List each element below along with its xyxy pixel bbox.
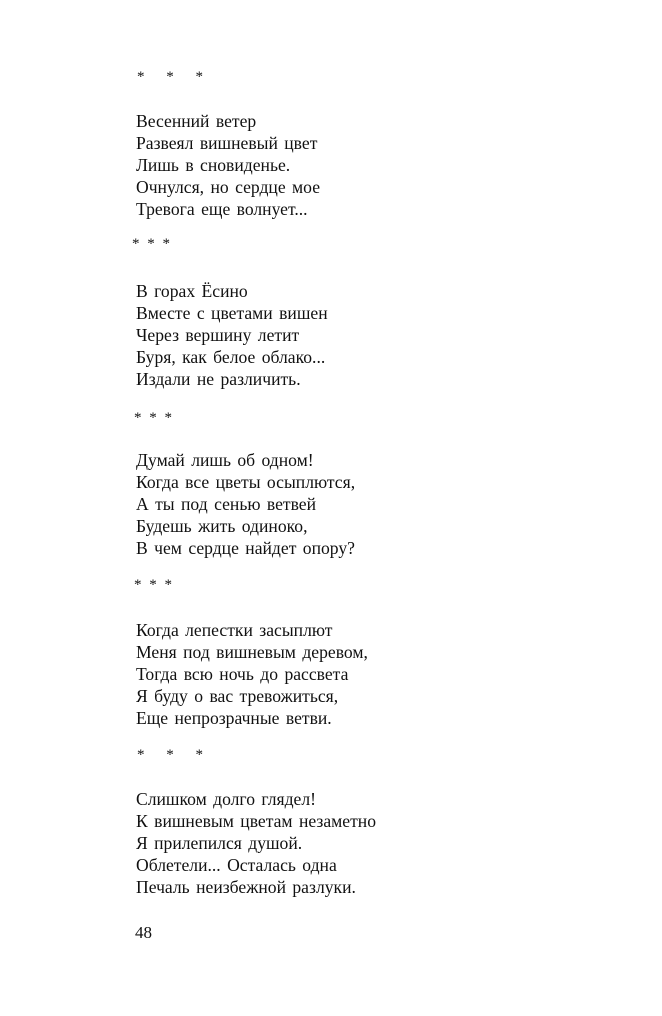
page-number: 48 [135, 923, 152, 942]
poem-line: Меня под вишневым деревом, [136, 642, 368, 662]
poem-line: Издали не различить. [136, 369, 301, 389]
poem-line: Лишь в сновиденье. [136, 155, 291, 175]
poem-line: Очнулся, но сердце мое [136, 177, 321, 197]
poem-line: Слишком долго глядел! [136, 789, 316, 809]
poem-line: Вместе с цветами вишен [136, 303, 328, 323]
poem-line: А ты под сенью ветвей [136, 494, 317, 514]
poem-line: Весенний ветер [136, 111, 257, 131]
poem-line: Развеял вишневый цвет [136, 133, 318, 153]
poem-line: Будешь жить одиноко, [136, 516, 308, 536]
poem-line: Тогда всю ночь до рассвета [136, 664, 349, 684]
section-separator: * * * [134, 577, 174, 593]
poem [136, 788, 576, 898]
poem-line: Тревога еще волнует... [136, 199, 308, 219]
section-separator: * * * [132, 236, 172, 252]
poem-line: Печаль неизбежной разлуки. [136, 877, 356, 897]
poem-line: Облетели... Осталась одна [136, 855, 337, 875]
poem-line: Через вершину летит [136, 325, 300, 345]
poem-line: В чем сердце найдет опору? [136, 538, 355, 558]
poem-line: Буря, как белое облако... [136, 347, 326, 367]
poem-line: Думай лишь об одном! [136, 450, 314, 470]
poem-line: Когда все цветы осыплются, [136, 472, 356, 492]
poem-line: Я буду о вас тревожиться, [136, 686, 339, 706]
poem [136, 449, 576, 559]
poem-line: Когда лепестки засыплют [136, 620, 333, 640]
section-separator: * * * [137, 69, 212, 85]
poem [136, 280, 576, 390]
poem [136, 619, 576, 729]
poem-line: В горах Ёсино [136, 281, 248, 301]
poem-line: К вишневым цветам незаметно [136, 811, 377, 831]
poem-line: Я прилепился душой. [136, 833, 303, 853]
poem-line: Еще непрозрачные ветви. [136, 708, 332, 728]
section-separator: * * * [137, 747, 212, 763]
section-separator: * * * [134, 410, 174, 426]
poem [136, 110, 576, 220]
